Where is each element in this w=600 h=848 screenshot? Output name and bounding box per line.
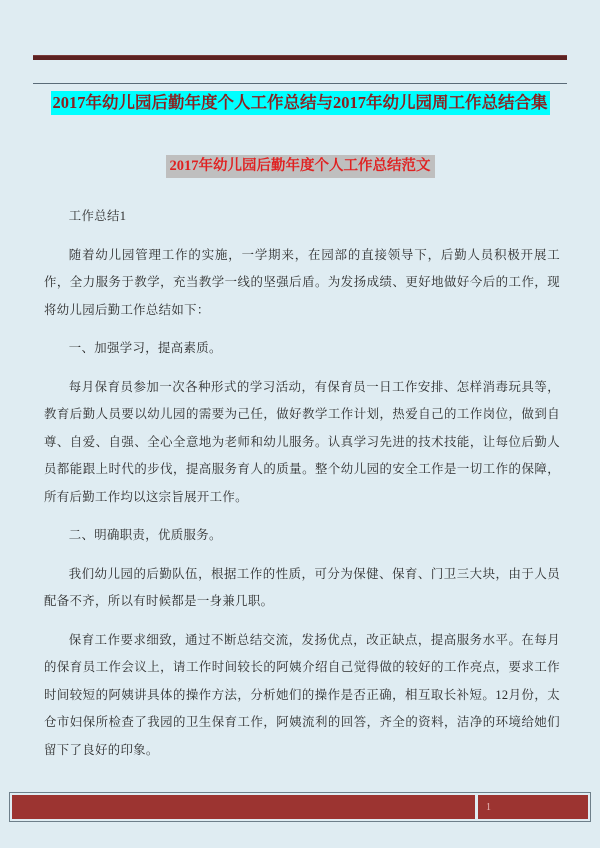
document-subtitle-container (0, 155, 600, 178)
body-subheading: 二、明确职责，优质服务。 (68, 528, 222, 542)
body-subheading: 一、加强学习，提高素质。 (68, 341, 222, 355)
section-label: 工作总结1 (68, 209, 127, 223)
body-paragraph: 我们幼儿园的后勤队伍，根据工作的性质，可分为保健、保育、门卫三大块，由于人员配备不齐，所以有时候都是一身兼几职。 (44, 566, 560, 608)
header-rule-thick (33, 55, 567, 60)
footer-bar-left (12, 795, 475, 819)
document-title-container (0, 91, 600, 115)
body-paragraph: 保育工作要求细致，通过不断总结交流，发扬优点，改正缺点，提高服务水平。在每月的保育员工作会议上，请工作时间较长的阿姨介绍自己觉得做的较好的工作亮点，要求工作时间较短的阿姨讲具体的操作方法，分析她们的操作是否正确，相互取长补短。12月份，太仓市妇保所检查了我园的卫生保育工作，阿姨流利的回答，齐全的资料，洁净的环境给她们留下了良好的印象。 (44, 632, 560, 757)
page-title: 2017年幼儿园后勤年度个人工作总结与2017年幼儿园周工作总结合集 (51, 91, 550, 115)
page-number: 1 (478, 795, 588, 819)
header-rule-thin (33, 83, 567, 84)
page-footer (9, 792, 591, 822)
document-body (44, 203, 560, 775)
body-paragraph: 每月保育员参加一次各种形式的学习活动，有保育员一日工作安排、怎样消毒玩具等，教育后勤人员要以幼儿园的需要为己任，做好教学工作计划，热爱自己的工作岗位，做到自尊、自爱、自强、全心全意地为老师和幼儿服务。认真学习先进的技术技能，让每位后勤人员都能跟上时代的步伐，提高服务育人的质量。整个幼儿园的安全工作是一切工作的保障，所有后勤工作均以这宗旨展开工作。 (44, 379, 560, 504)
body-paragraph: 随着幼儿园管理工作的实施，一学期来，在园部的直接领导下，后勤人员积极开展工作，全力服务于教学，充当教学一线的坚强后盾。为发扬成绩、更好地做好今后的工作，现将幼儿园后勤工作总结如下： (44, 247, 560, 317)
page-subtitle: 2017年幼儿园后勤年度个人工作总结范文 (166, 155, 435, 178)
